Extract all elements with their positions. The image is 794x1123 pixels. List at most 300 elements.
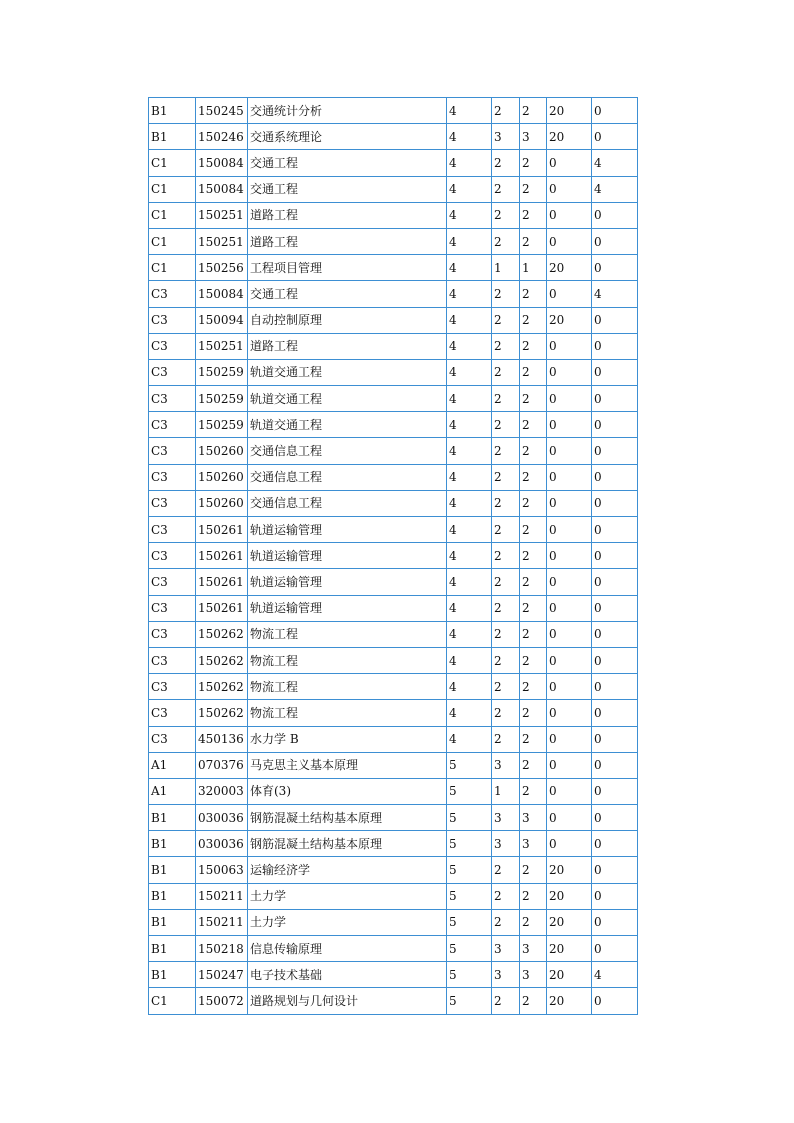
practice-hours-cell: 0 <box>592 988 638 1014</box>
credits-cell: 2 <box>492 595 520 621</box>
credits-cell: 2 <box>492 726 520 752</box>
category-cell: C3 <box>149 674 196 700</box>
category-cell: A1 <box>149 778 196 804</box>
category-cell: B1 <box>149 857 196 883</box>
practice-hours-cell: 0 <box>592 124 638 150</box>
lab-hours-cell: 0 <box>547 621 592 647</box>
category-cell: B1 <box>149 805 196 831</box>
table-row <box>149 464 638 490</box>
course-name-cell: 电子技术基础 <box>248 962 447 988</box>
semester-cell: 4 <box>447 228 492 254</box>
table-row <box>149 909 638 935</box>
table-row <box>149 831 638 857</box>
lab-hours-cell: 20 <box>547 857 592 883</box>
course-code-cell: 150072 <box>196 988 248 1014</box>
table-row <box>149 228 638 254</box>
credits-cell: 2 <box>492 543 520 569</box>
semester-cell: 5 <box>447 752 492 778</box>
lab-hours-cell: 20 <box>547 962 592 988</box>
weekly-hours-cell: 2 <box>520 988 547 1014</box>
table-row <box>149 281 638 307</box>
practice-hours-cell: 4 <box>592 281 638 307</box>
semester-cell: 4 <box>447 517 492 543</box>
course-code-cell: 150260 <box>196 464 248 490</box>
semester-cell: 4 <box>447 150 492 176</box>
practice-hours-cell: 0 <box>592 883 638 909</box>
course-code-cell: 150247 <box>196 962 248 988</box>
course-name-cell: 运输经济学 <box>248 857 447 883</box>
semester-cell: 5 <box>447 831 492 857</box>
credits-cell: 2 <box>492 464 520 490</box>
category-cell: C3 <box>149 517 196 543</box>
semester-cell: 4 <box>447 412 492 438</box>
course-code-cell: 150256 <box>196 255 248 281</box>
table-row <box>149 988 638 1014</box>
table-row <box>149 386 638 412</box>
category-cell: C1 <box>149 202 196 228</box>
category-cell: C3 <box>149 543 196 569</box>
lab-hours-cell: 20 <box>547 307 592 333</box>
lab-hours-cell: 0 <box>547 752 592 778</box>
weekly-hours-cell: 3 <box>520 962 547 988</box>
course-name-cell: 工程项目管理 <box>248 255 447 281</box>
course-name-cell: 物流工程 <box>248 647 447 673</box>
semester-cell: 5 <box>447 883 492 909</box>
table-row <box>149 569 638 595</box>
category-cell: C1 <box>149 255 196 281</box>
course-code-cell: 030036 <box>196 805 248 831</box>
semester-cell: 5 <box>447 936 492 962</box>
lab-hours-cell: 0 <box>547 778 592 804</box>
category-cell: C3 <box>149 307 196 333</box>
course-code-cell: 150094 <box>196 307 248 333</box>
credits-cell: 2 <box>492 386 520 412</box>
course-code-cell: 450136 <box>196 726 248 752</box>
practice-hours-cell: 0 <box>592 647 638 673</box>
practice-hours-cell: 0 <box>592 333 638 359</box>
course-code-cell: 150259 <box>196 386 248 412</box>
course-code-cell: 150084 <box>196 281 248 307</box>
semester-cell: 4 <box>447 438 492 464</box>
semester-cell: 4 <box>447 98 492 124</box>
weekly-hours-cell: 2 <box>520 517 547 543</box>
course-name-cell: 轨道运输管理 <box>248 543 447 569</box>
lab-hours-cell: 20 <box>547 255 592 281</box>
lab-hours-cell: 0 <box>547 831 592 857</box>
credits-cell: 2 <box>492 228 520 254</box>
category-cell: C1 <box>149 150 196 176</box>
course-code-cell: 150211 <box>196 883 248 909</box>
practice-hours-cell: 0 <box>592 936 638 962</box>
weekly-hours-cell: 2 <box>520 438 547 464</box>
lab-hours-cell: 0 <box>547 464 592 490</box>
table-row <box>149 936 638 962</box>
credits-cell: 2 <box>492 307 520 333</box>
course-name-cell: 土力学 <box>248 909 447 935</box>
weekly-hours-cell: 2 <box>520 490 547 516</box>
table-row <box>149 857 638 883</box>
practice-hours-cell: 0 <box>592 517 638 543</box>
weekly-hours-cell: 2 <box>520 386 547 412</box>
credits-cell: 2 <box>492 176 520 202</box>
practice-hours-cell: 0 <box>592 255 638 281</box>
course-name-cell: 交通信息工程 <box>248 438 447 464</box>
lab-hours-cell: 0 <box>547 333 592 359</box>
practice-hours-cell: 4 <box>592 176 638 202</box>
semester-cell: 4 <box>447 490 492 516</box>
lab-hours-cell: 0 <box>547 438 592 464</box>
course-schedule-sheet <box>148 97 638 1015</box>
semester-cell: 4 <box>447 176 492 202</box>
lab-hours-cell: 20 <box>547 909 592 935</box>
category-cell: C3 <box>149 438 196 464</box>
category-cell: C3 <box>149 386 196 412</box>
practice-hours-cell: 0 <box>592 621 638 647</box>
practice-hours-cell: 0 <box>592 805 638 831</box>
course-name-cell: 道路工程 <box>248 202 447 228</box>
category-cell: C3 <box>149 359 196 385</box>
category-cell: C1 <box>149 176 196 202</box>
course-code-cell: 150251 <box>196 202 248 228</box>
credits-cell: 3 <box>492 962 520 988</box>
practice-hours-cell: 0 <box>592 569 638 595</box>
course-name-cell: 体育(3) <box>248 778 447 804</box>
semester-cell: 4 <box>447 307 492 333</box>
practice-hours-cell: 0 <box>592 674 638 700</box>
lab-hours-cell: 0 <box>547 517 592 543</box>
table-row <box>149 202 638 228</box>
category-cell: C1 <box>149 228 196 254</box>
weekly-hours-cell: 3 <box>520 805 547 831</box>
weekly-hours-cell: 2 <box>520 857 547 883</box>
lab-hours-cell: 0 <box>547 805 592 831</box>
credits-cell: 2 <box>492 647 520 673</box>
course-code-cell: 150084 <box>196 176 248 202</box>
course-code-cell: 150260 <box>196 438 248 464</box>
course-name-cell: 道路规划与几何设计 <box>248 988 447 1014</box>
course-code-cell: 150260 <box>196 490 248 516</box>
credits-cell: 2 <box>492 883 520 909</box>
weekly-hours-cell: 1 <box>520 255 547 281</box>
course-code-cell: 150251 <box>196 228 248 254</box>
weekly-hours-cell: 2 <box>520 464 547 490</box>
course-code-cell: 150261 <box>196 595 248 621</box>
table-row <box>149 438 638 464</box>
course-code-cell: 150251 <box>196 333 248 359</box>
course-code-cell: 320003 <box>196 778 248 804</box>
course-name-cell: 交通系统理论 <box>248 124 447 150</box>
weekly-hours-cell: 2 <box>520 307 547 333</box>
semester-cell: 4 <box>447 674 492 700</box>
lab-hours-cell: 0 <box>547 359 592 385</box>
weekly-hours-cell: 2 <box>520 202 547 228</box>
course-name-cell: 物流工程 <box>248 621 447 647</box>
practice-hours-cell: 0 <box>592 359 638 385</box>
lab-hours-cell: 0 <box>547 674 592 700</box>
table-row <box>149 752 638 778</box>
weekly-hours-cell: 2 <box>520 98 547 124</box>
semester-cell: 4 <box>447 726 492 752</box>
course-name-cell: 交通统计分析 <box>248 98 447 124</box>
course-name-cell: 轨道交通工程 <box>248 412 447 438</box>
table-row <box>149 98 638 124</box>
weekly-hours-cell: 2 <box>520 281 547 307</box>
semester-cell: 4 <box>447 595 492 621</box>
lab-hours-cell: 0 <box>547 386 592 412</box>
category-cell: B1 <box>149 909 196 935</box>
lab-hours-cell: 0 <box>547 412 592 438</box>
weekly-hours-cell: 2 <box>520 778 547 804</box>
weekly-hours-cell: 2 <box>520 412 547 438</box>
semester-cell: 4 <box>447 359 492 385</box>
table-row <box>149 805 638 831</box>
category-cell: C3 <box>149 621 196 647</box>
credits-cell: 3 <box>492 936 520 962</box>
course-code-cell: 150246 <box>196 124 248 150</box>
category-cell: C3 <box>149 333 196 359</box>
practice-hours-cell: 0 <box>592 228 638 254</box>
practice-hours-cell: 0 <box>592 490 638 516</box>
semester-cell: 4 <box>447 281 492 307</box>
table-row <box>149 595 638 621</box>
lab-hours-cell: 20 <box>547 883 592 909</box>
credits-cell: 1 <box>492 255 520 281</box>
weekly-hours-cell: 3 <box>520 936 547 962</box>
course-name-cell: 交通工程 <box>248 176 447 202</box>
table-row <box>149 359 638 385</box>
lab-hours-cell: 0 <box>547 202 592 228</box>
table-row <box>149 621 638 647</box>
lab-hours-cell: 20 <box>547 124 592 150</box>
practice-hours-cell: 0 <box>592 543 638 569</box>
credits-cell: 2 <box>492 333 520 359</box>
course-code-cell: 150261 <box>196 543 248 569</box>
course-code-cell: 150262 <box>196 674 248 700</box>
course-name-cell: 物流工程 <box>248 674 447 700</box>
practice-hours-cell: 0 <box>592 438 638 464</box>
table-row <box>149 700 638 726</box>
weekly-hours-cell: 2 <box>520 726 547 752</box>
course-code-cell: 150259 <box>196 412 248 438</box>
category-cell: C3 <box>149 281 196 307</box>
table-row <box>149 307 638 333</box>
weekly-hours-cell: 2 <box>520 333 547 359</box>
weekly-hours-cell: 2 <box>520 569 547 595</box>
lab-hours-cell: 0 <box>547 647 592 673</box>
table-row <box>149 962 638 988</box>
category-cell: C3 <box>149 490 196 516</box>
category-cell: C3 <box>149 647 196 673</box>
table-row <box>149 490 638 516</box>
table-row <box>149 412 638 438</box>
practice-hours-cell: 0 <box>592 412 638 438</box>
table-row <box>149 255 638 281</box>
course-name-cell: 钢筋混凝土结构基本原理 <box>248 805 447 831</box>
course-name-cell: 轨道交通工程 <box>248 386 447 412</box>
weekly-hours-cell: 2 <box>520 543 547 569</box>
credits-cell: 3 <box>492 124 520 150</box>
category-cell: B1 <box>149 962 196 988</box>
course-code-cell: 030036 <box>196 831 248 857</box>
credits-cell: 2 <box>492 202 520 228</box>
semester-cell: 4 <box>447 202 492 228</box>
course-code-cell: 150084 <box>196 150 248 176</box>
weekly-hours-cell: 2 <box>520 595 547 621</box>
practice-hours-cell: 0 <box>592 752 638 778</box>
course-code-cell: 150262 <box>196 647 248 673</box>
semester-cell: 5 <box>447 778 492 804</box>
course-code-cell: 150063 <box>196 857 248 883</box>
credits-cell: 2 <box>492 490 520 516</box>
course-table-body <box>149 98 638 1015</box>
category-cell: C1 <box>149 988 196 1014</box>
semester-cell: 4 <box>447 464 492 490</box>
lab-hours-cell: 20 <box>547 988 592 1014</box>
credits-cell: 2 <box>492 857 520 883</box>
practice-hours-cell: 0 <box>592 778 638 804</box>
weekly-hours-cell: 2 <box>520 359 547 385</box>
course-name-cell: 交通信息工程 <box>248 464 447 490</box>
category-cell: B1 <box>149 124 196 150</box>
table-row <box>149 778 638 804</box>
semester-cell: 4 <box>447 255 492 281</box>
weekly-hours-cell: 2 <box>520 647 547 673</box>
lab-hours-cell: 0 <box>547 543 592 569</box>
semester-cell: 4 <box>447 543 492 569</box>
category-cell: B1 <box>149 883 196 909</box>
credits-cell: 2 <box>492 909 520 935</box>
semester-cell: 4 <box>447 569 492 595</box>
weekly-hours-cell: 3 <box>520 831 547 857</box>
table-row <box>149 333 638 359</box>
course-name-cell: 轨道运输管理 <box>248 569 447 595</box>
credits-cell: 2 <box>492 700 520 726</box>
weekly-hours-cell: 2 <box>520 752 547 778</box>
practice-hours-cell: 0 <box>592 595 638 621</box>
table-row <box>149 543 638 569</box>
credits-cell: 2 <box>492 569 520 595</box>
semester-cell: 4 <box>447 647 492 673</box>
semester-cell: 4 <box>447 333 492 359</box>
practice-hours-cell: 0 <box>592 726 638 752</box>
course-code-cell: 150261 <box>196 569 248 595</box>
semester-cell: 5 <box>447 962 492 988</box>
category-cell: C3 <box>149 464 196 490</box>
course-name-cell: 物流工程 <box>248 700 447 726</box>
credits-cell: 2 <box>492 621 520 647</box>
category-cell: C3 <box>149 412 196 438</box>
course-code-cell: 150218 <box>196 936 248 962</box>
table-row <box>149 150 638 176</box>
table-row <box>149 124 638 150</box>
practice-hours-cell: 0 <box>592 464 638 490</box>
course-name-cell: 钢筋混凝土结构基本原理 <box>248 831 447 857</box>
course-table <box>148 97 638 1015</box>
practice-hours-cell: 4 <box>592 150 638 176</box>
semester-cell: 5 <box>447 909 492 935</box>
semester-cell: 4 <box>447 124 492 150</box>
credits-cell: 2 <box>492 438 520 464</box>
category-cell: B1 <box>149 98 196 124</box>
course-code-cell: 070376 <box>196 752 248 778</box>
category-cell: C3 <box>149 700 196 726</box>
weekly-hours-cell: 2 <box>520 883 547 909</box>
lab-hours-cell: 0 <box>547 726 592 752</box>
course-code-cell: 150245 <box>196 98 248 124</box>
course-name-cell: 交通信息工程 <box>248 490 447 516</box>
weekly-hours-cell: 2 <box>520 228 547 254</box>
course-name-cell: 土力学 <box>248 883 447 909</box>
course-name-cell: 马克思主义基本原理 <box>248 752 447 778</box>
course-code-cell: 150259 <box>196 359 248 385</box>
credits-cell: 2 <box>492 150 520 176</box>
lab-hours-cell: 0 <box>547 490 592 516</box>
credits-cell: 2 <box>492 359 520 385</box>
course-name-cell: 轨道运输管理 <box>248 595 447 621</box>
table-row <box>149 883 638 909</box>
course-name-cell: 道路工程 <box>248 228 447 254</box>
practice-hours-cell: 4 <box>592 962 638 988</box>
category-cell: B1 <box>149 831 196 857</box>
practice-hours-cell: 0 <box>592 700 638 726</box>
semester-cell: 4 <box>447 386 492 412</box>
practice-hours-cell: 0 <box>592 831 638 857</box>
semester-cell: 5 <box>447 857 492 883</box>
credits-cell: 3 <box>492 752 520 778</box>
course-code-cell: 150262 <box>196 621 248 647</box>
course-name-cell: 轨道运输管理 <box>248 517 447 543</box>
table-row <box>149 726 638 752</box>
weekly-hours-cell: 2 <box>520 150 547 176</box>
course-name-cell: 道路工程 <box>248 333 447 359</box>
lab-hours-cell: 0 <box>547 700 592 726</box>
course-name-cell: 交通工程 <box>248 150 447 176</box>
practice-hours-cell: 0 <box>592 307 638 333</box>
table-row <box>149 517 638 543</box>
lab-hours-cell: 0 <box>547 176 592 202</box>
weekly-hours-cell: 2 <box>520 176 547 202</box>
semester-cell: 4 <box>447 621 492 647</box>
practice-hours-cell: 0 <box>592 857 638 883</box>
semester-cell: 5 <box>447 805 492 831</box>
category-cell: C3 <box>149 569 196 595</box>
credits-cell: 3 <box>492 831 520 857</box>
lab-hours-cell: 0 <box>547 569 592 595</box>
credits-cell: 2 <box>492 98 520 124</box>
course-name-cell: 自动控制原理 <box>248 307 447 333</box>
category-cell: B1 <box>149 936 196 962</box>
practice-hours-cell: 0 <box>592 202 638 228</box>
weekly-hours-cell: 2 <box>520 621 547 647</box>
category-cell: C3 <box>149 726 196 752</box>
course-code-cell: 150261 <box>196 517 248 543</box>
category-cell: C3 <box>149 595 196 621</box>
credits-cell: 2 <box>492 281 520 307</box>
lab-hours-cell: 0 <box>547 281 592 307</box>
table-row <box>149 674 638 700</box>
course-name-cell: 信息传输原理 <box>248 936 447 962</box>
semester-cell: 5 <box>447 988 492 1014</box>
weekly-hours-cell: 2 <box>520 700 547 726</box>
weekly-hours-cell: 3 <box>520 124 547 150</box>
lab-hours-cell: 0 <box>547 595 592 621</box>
category-cell: A1 <box>149 752 196 778</box>
credits-cell: 2 <box>492 988 520 1014</box>
credits-cell: 1 <box>492 778 520 804</box>
lab-hours-cell: 0 <box>547 150 592 176</box>
course-name-cell: 交通工程 <box>248 281 447 307</box>
table-row <box>149 176 638 202</box>
